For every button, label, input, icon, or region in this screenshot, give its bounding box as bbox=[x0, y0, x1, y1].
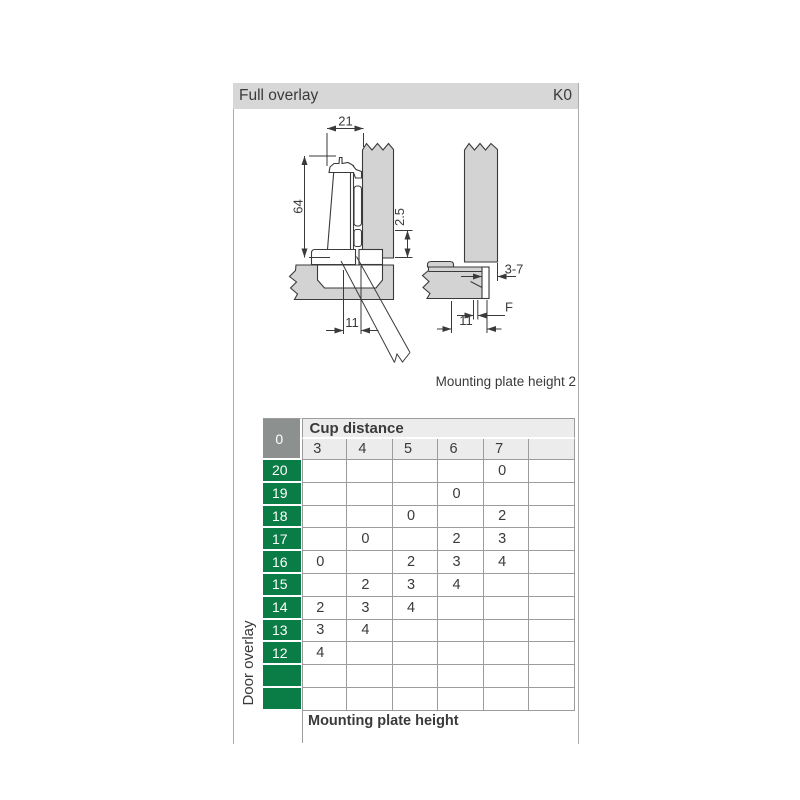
row-label: 12 bbox=[263, 642, 302, 665]
value-cell: 4 bbox=[438, 574, 484, 597]
column-header: 6 bbox=[438, 439, 484, 460]
value-cell: 2 bbox=[393, 551, 439, 574]
value-cell bbox=[438, 460, 484, 483]
value-cell bbox=[347, 688, 393, 711]
value-cell bbox=[484, 642, 530, 665]
dimension-11-right bbox=[437, 300, 502, 333]
value-cell bbox=[347, 460, 393, 483]
footer-tick-line bbox=[302, 711, 303, 743]
value-cell bbox=[393, 688, 439, 711]
value-cell bbox=[529, 483, 575, 506]
value-cell: 0 bbox=[438, 483, 484, 506]
value-cell bbox=[529, 574, 575, 597]
row-label: 19 bbox=[263, 483, 302, 506]
value-cell bbox=[347, 483, 393, 506]
value-cell bbox=[529, 597, 575, 620]
dim-2-5-label: 2.5 bbox=[392, 207, 407, 227]
value-cell: 2 bbox=[438, 528, 484, 551]
corner-cell: 0 bbox=[263, 418, 302, 460]
table-footer-label: Mounting plate height bbox=[308, 713, 459, 729]
right-drawing bbox=[423, 144, 524, 334]
value-cell bbox=[393, 665, 439, 688]
value-cell: 4 bbox=[347, 620, 393, 643]
door-panel bbox=[465, 144, 498, 263]
value-cell bbox=[529, 665, 575, 688]
value-cell bbox=[347, 665, 393, 688]
row-label: 14 bbox=[263, 597, 302, 620]
value-cell bbox=[302, 665, 348, 688]
value-cell: 2 bbox=[484, 506, 530, 529]
value-cell: 2 bbox=[302, 597, 348, 620]
value-cell bbox=[529, 642, 575, 665]
value-cell bbox=[529, 688, 575, 711]
value-cell bbox=[438, 642, 484, 665]
value-cell bbox=[529, 620, 575, 643]
value-cell bbox=[302, 506, 348, 529]
value-cell bbox=[484, 665, 530, 688]
value-cell bbox=[347, 551, 393, 574]
value-cell: 3 bbox=[438, 551, 484, 574]
value-cell bbox=[393, 483, 439, 506]
hinge-arm bbox=[328, 166, 354, 250]
value-cell: 0 bbox=[393, 506, 439, 529]
value-cell: 3 bbox=[393, 574, 439, 597]
overlay-table bbox=[263, 418, 575, 711]
value-cell bbox=[302, 574, 348, 597]
left-drawing bbox=[290, 114, 413, 363]
hinge-clip-upper bbox=[354, 186, 362, 226]
value-cell: 0 bbox=[484, 460, 530, 483]
dim-21-label: 21 bbox=[338, 113, 353, 129]
value-cell bbox=[438, 665, 484, 688]
value-cell: 3 bbox=[484, 528, 530, 551]
column-header: 4 bbox=[347, 439, 393, 460]
value-cell bbox=[347, 642, 393, 665]
value-cell: 4 bbox=[393, 597, 439, 620]
value-cell: 0 bbox=[302, 551, 348, 574]
drawing-caption: Mounting plate height 2 bbox=[435, 374, 576, 389]
page-title: Full overlay bbox=[239, 87, 319, 104]
dim-11-left-label: 11 bbox=[345, 315, 359, 330]
row-label bbox=[263, 665, 302, 688]
dim-64-label: 64 bbox=[290, 199, 306, 214]
value-cell bbox=[393, 460, 439, 483]
value-cell: 0 bbox=[347, 528, 393, 551]
section-code: K0 bbox=[553, 87, 572, 104]
value-cell: 3 bbox=[302, 620, 348, 643]
value-cell bbox=[484, 688, 530, 711]
value-cell bbox=[484, 597, 530, 620]
row-label: 16 bbox=[263, 551, 302, 574]
row-label bbox=[263, 688, 302, 711]
cup-distance-header: Cup distance bbox=[302, 418, 576, 439]
value-cell bbox=[438, 597, 484, 620]
row-label: 13 bbox=[263, 620, 302, 643]
value-cell bbox=[484, 483, 530, 506]
column-header: 7 bbox=[484, 439, 530, 460]
row-label: 20 bbox=[263, 460, 302, 483]
mounting-plate-profile bbox=[428, 262, 454, 268]
panel-edge-band bbox=[482, 267, 489, 299]
value-cell: 4 bbox=[302, 642, 348, 665]
value-cell: 2 bbox=[347, 574, 393, 597]
column-header: 3 bbox=[302, 439, 348, 460]
door-overlay-axis-label: Door overlay bbox=[239, 620, 257, 706]
door-panel bbox=[363, 144, 394, 259]
value-cell bbox=[438, 620, 484, 643]
dim-3-7-label: 3-7 bbox=[504, 261, 524, 277]
cup-recess bbox=[318, 265, 383, 288]
value-cell bbox=[347, 506, 393, 529]
row-label: 18 bbox=[263, 506, 302, 529]
value-cell bbox=[529, 551, 575, 574]
value-cell bbox=[484, 620, 530, 643]
value-cell bbox=[529, 460, 575, 483]
value-cell bbox=[438, 506, 484, 529]
value-cell bbox=[302, 460, 348, 483]
value-cell bbox=[393, 642, 439, 665]
column-header bbox=[529, 439, 575, 460]
row-label: 15 bbox=[263, 574, 302, 597]
value-cell bbox=[302, 483, 348, 506]
dimension-2-5 bbox=[392, 208, 413, 258]
value-cell: 4 bbox=[484, 551, 530, 574]
dim-11-right-label: 11 bbox=[459, 313, 473, 328]
value-cell bbox=[393, 528, 439, 551]
value-cell bbox=[484, 574, 530, 597]
row-label: 17 bbox=[263, 528, 302, 551]
value-cell bbox=[529, 506, 575, 529]
value-cell: 3 bbox=[347, 597, 393, 620]
dim-f-label: F bbox=[505, 299, 513, 315]
value-cell bbox=[393, 620, 439, 643]
value-cell bbox=[438, 688, 484, 711]
value-cell bbox=[529, 528, 575, 551]
value-cell bbox=[302, 688, 348, 711]
column-header: 5 bbox=[393, 439, 439, 460]
value-cell bbox=[302, 528, 348, 551]
hinge-cup-block bbox=[359, 250, 383, 265]
dimension-21 bbox=[327, 114, 364, 167]
hinge-clip-lower bbox=[354, 230, 362, 247]
